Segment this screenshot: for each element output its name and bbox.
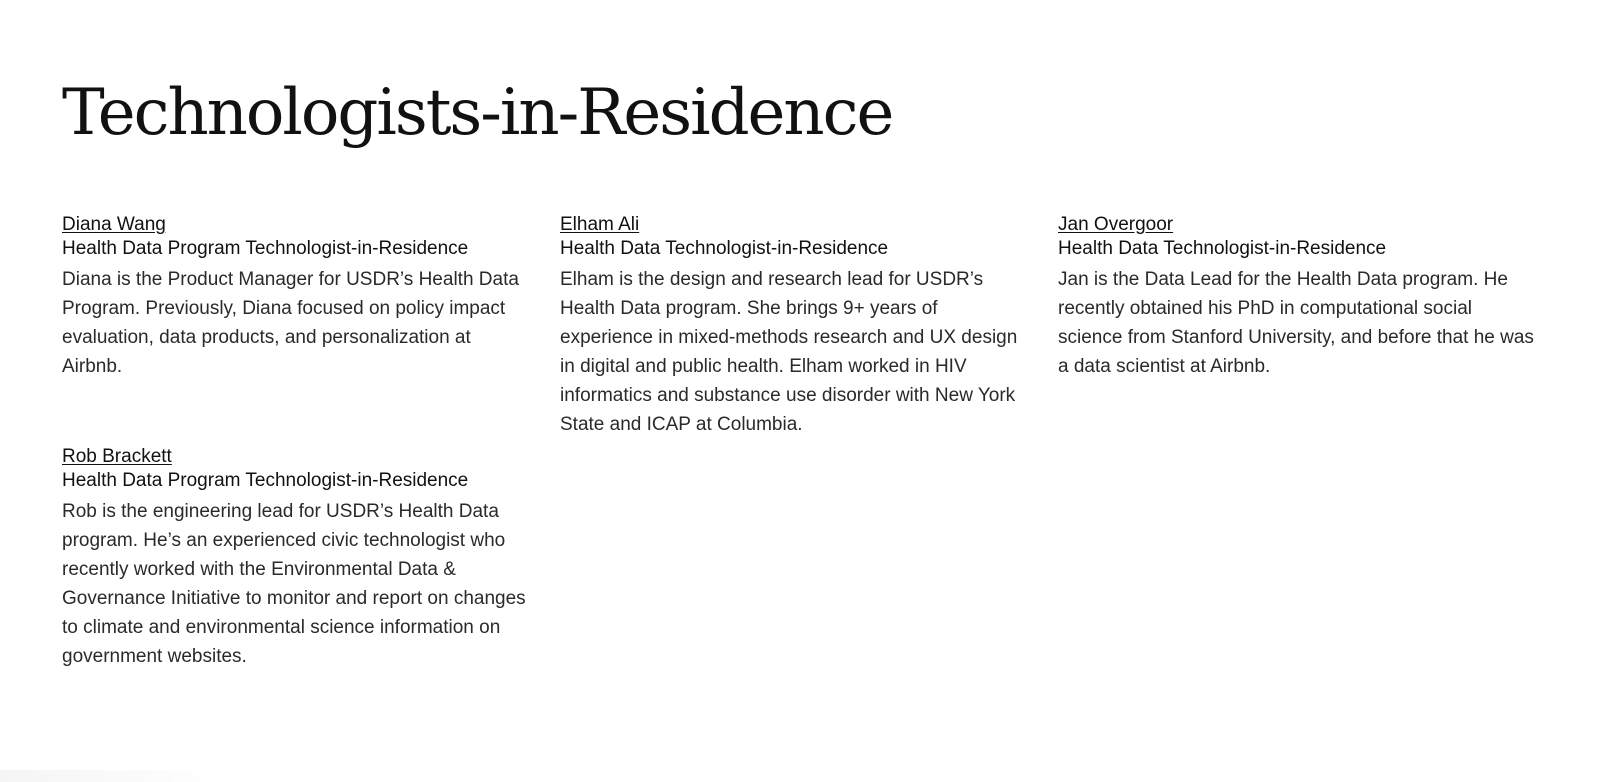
page-title: Technologists-in-Residence bbox=[62, 76, 893, 150]
profile-name-link[interactable]: Rob Brackett bbox=[62, 446, 172, 467]
profile-name-link[interactable]: Jan Overgoor bbox=[1058, 214, 1174, 235]
profile-card-jan-overgoor bbox=[1058, 213, 1536, 381]
profile-name-link[interactable]: Elham Ali bbox=[560, 214, 640, 235]
profile-card-diana-wang bbox=[62, 213, 532, 381]
profile-bio: Jan is the Data Lead for the Health Data program. He recently obtained his PhD in computational social science from Stanford University, and before that he was a data scientist at Airbnb. bbox=[1058, 269, 1534, 377]
profile-bio: Rob is the engineering lead for USDR’s Health Data program. He’s an experienced civic technologist who recently worked with the Environmental Data & Governance Initiative to monitor and report on changes to climate and environmental science information on government websites. bbox=[62, 501, 526, 667]
profile-bio: Diana is the Product Manager for USDR’s Health Data Program. Previously, Diana focused on policy impact evaluation, data products, and personalization at Airbnb. bbox=[62, 269, 519, 377]
profile-role: Health Data Program Technologist-in-Residence bbox=[62, 238, 469, 259]
profile-role: Health Data Program Technologist-in-Residence bbox=[62, 470, 469, 491]
profile-name-link[interactable]: Diana Wang bbox=[62, 214, 166, 235]
profile-bio: Elham is the design and research lead for USDR’s Health Data program. She brings 9+ years of experience in mixed-methods research and UX design in digital and public health. Elham worked in HIV informatics and substance use disorder with New York State and ICAP at Columbia. bbox=[560, 269, 1018, 435]
profile-role: Health Data Technologist-in-Residence bbox=[1058, 238, 1387, 259]
profile-card-elham-ali bbox=[560, 213, 1030, 439]
profile-card-rob-brackett bbox=[62, 445, 532, 671]
profile-role: Health Data Technologist-in-Residence bbox=[560, 238, 889, 259]
bottom-edge-shadow bbox=[0, 770, 230, 782]
